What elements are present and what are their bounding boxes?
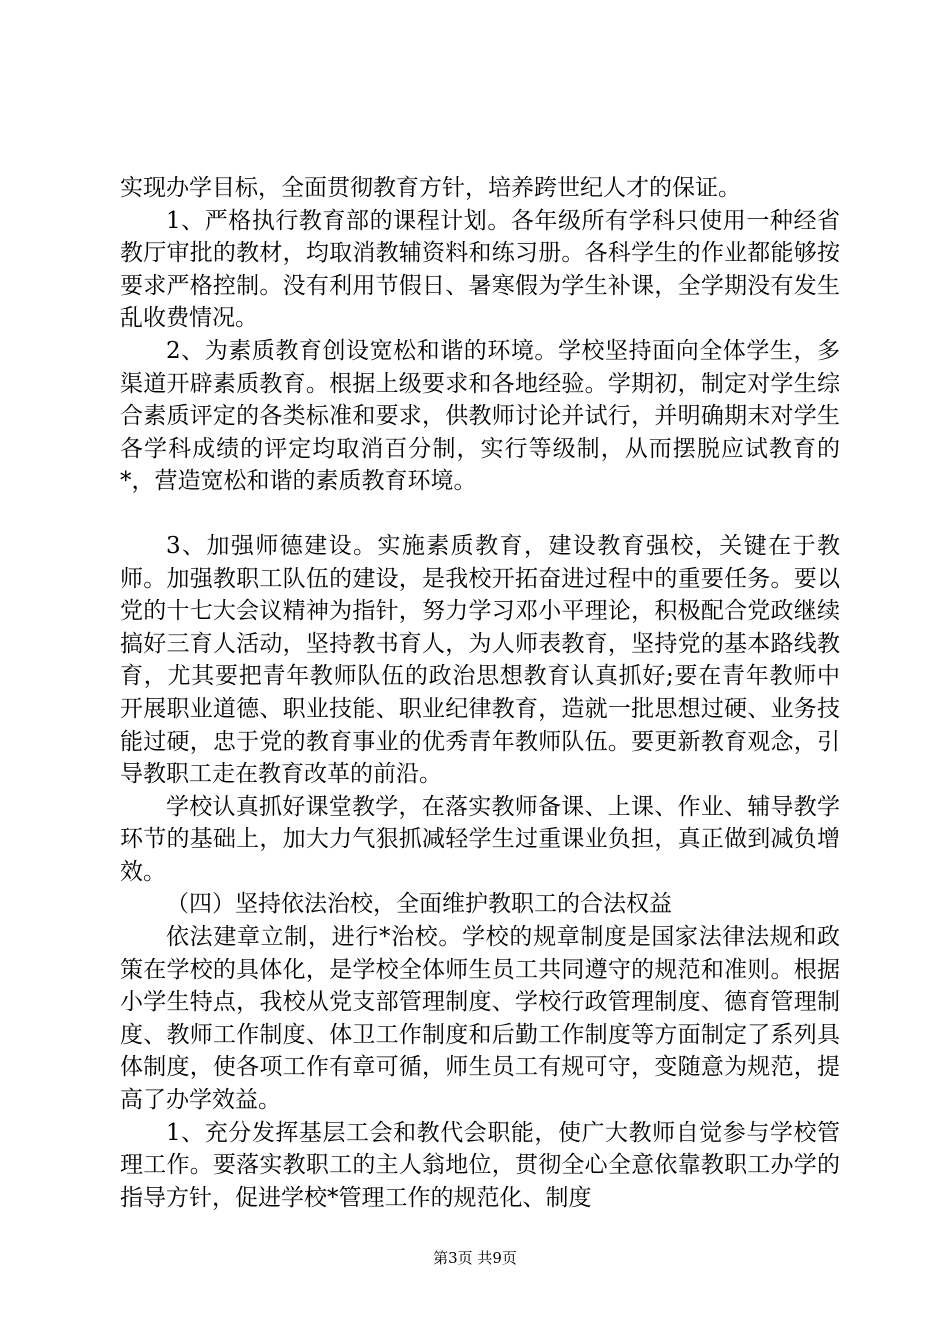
document-body (120, 172, 840, 1214)
paragraph-union-congress: 1、充分发挥基层工会和教代会职能，使广大教师自觉参与学校管理工作。要落实教职工的主人翁地位，贯彻全心全意依靠教职工办学的指导方针，促进学校*管理工作的规范化、制度 (120, 1119, 840, 1211)
paragraph-teacher-ethics: 3、加强师德建设。实施素质教育，建设教育强校，关键在于教师。加强教职工队伍的建设，是我校开拓奋进过程中的重要任务。要以党的十七大会议精神为指针，努力学习邓小平理论，积极配合党政继续搞好三育人活动，坚持教书育人，为人师表教育，坚持党的基本路线教育，尤其要把青年教师队伍的政治思想教育认真抓好;要在青年教师中开展职业道德、职业技能、职业纪律教育，造就一批思想过硬、业务技能过硬，忠于党的教育事业的优秀青年教师队伍。要更新教育观念，引导教职工走在教育改革的前沿。 (120, 532, 840, 788)
page-footer (0, 1248, 950, 1268)
page-indicator: 第3页 共9页 (433, 1249, 517, 1267)
paragraph-curriculum-plan: 1、严格执行教育部的课程计划。各年级所有学科只使用一种经省教厅审批的教材，均取消教辅资料和练习册。各科学生的作业都能够按要求严格控制。没有利用节假日、暑寒假为学生补课，全学期没有发生乱收费情况。 (120, 207, 840, 332)
paragraph-regulations: 依法建章立制，进行*治校。学校的规章制度是国家法律法规和政策在学校的具体化，是学校全体师生员工共同遵守的规范和准则。根据小学生特点，我校从党支部管理制度、学校行政管理制度、德育管理制度、教师工作制度、体卫工作制度和后勤工作制度等方面制定了系列具体制度，使各项工作有章可循，师生员工有规可守，变随意为规范，提高了办学效益。 (120, 924, 840, 1114)
paragraph-continuation: 实现办学目标，全面贯彻教育方针，培养跨世纪人才的保证。 (120, 175, 741, 201)
paragraph-quality-education-environment: 2、为素质教育创设宽松和谐的环境。学校坚持面向全体学生，多渠道开辟素质教育。根据上级要求和各地经验。学期初，制定对学生综合素质评定的各类标准和要求，供教师讨论并试行，并明确期末对学生各学科成绩的评定均取消百分制，实行等级制，从而摆脱应试教育的*，营造宽松和谐的素质教育环境。 (120, 337, 840, 495)
section-heading-rule-of-law: （四）坚持依法治校，全面维护教职工的合法权益 (166, 891, 672, 918)
paragraph-classroom-teaching: 学校认真抓好课堂教学，在落实教师备课、上课、作业、辅导教学环节的基础上，加大力气狠抓减轻学生过重课业负担，真正做到减负增效。 (120, 793, 840, 885)
